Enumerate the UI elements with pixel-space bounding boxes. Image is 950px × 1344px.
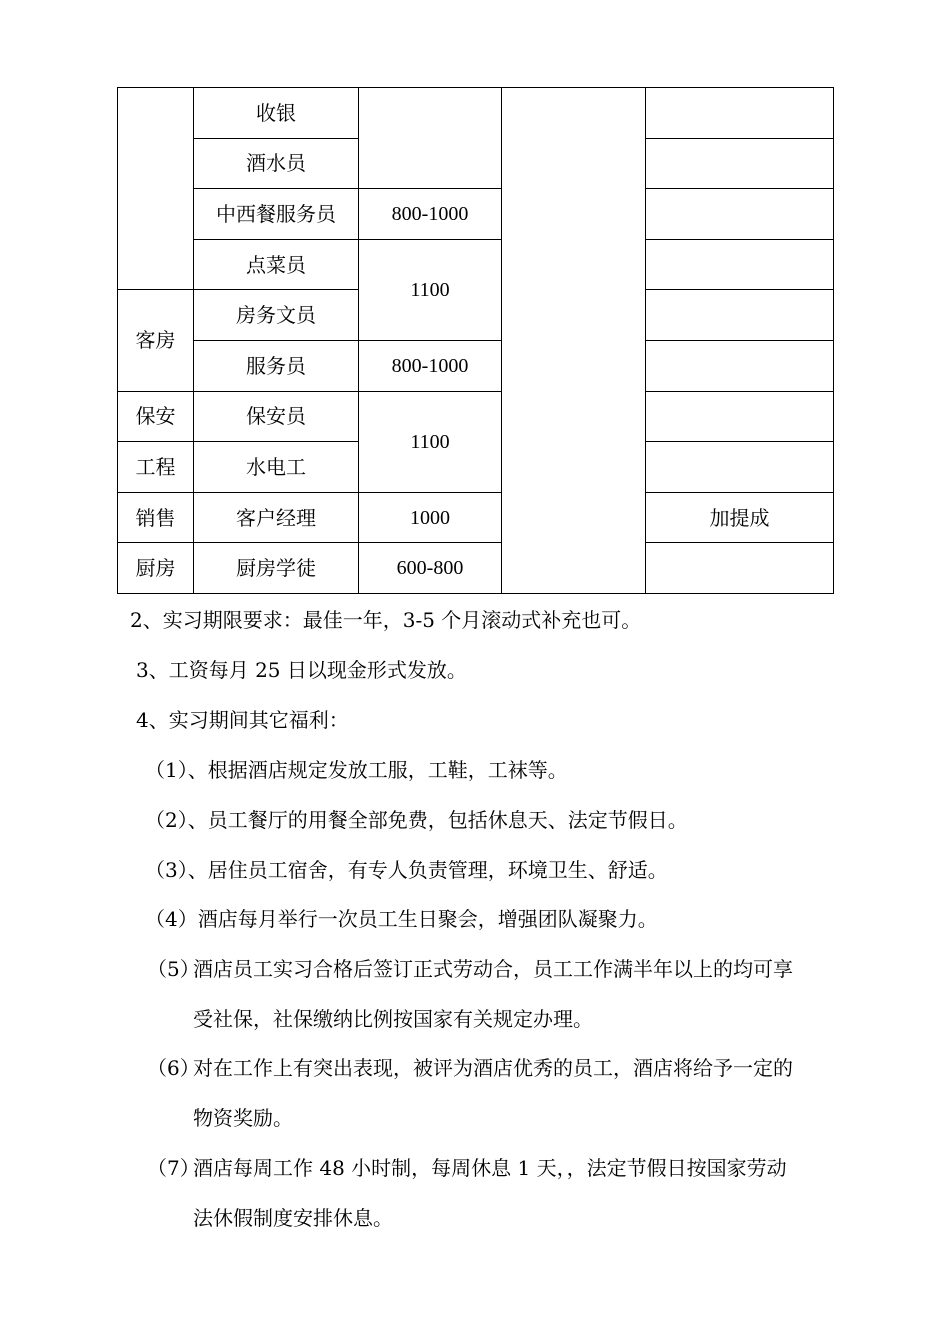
table-row bbox=[118, 239, 834, 290]
table-row bbox=[118, 340, 834, 391]
benefit-item: （2）、员工餐厅的用餐全部免费，包括休息天、法定节假日。 bbox=[145, 808, 688, 832]
benefit-text-line: 对在工作上有突出表现，被评为酒店优秀的员工，酒店将给予一定的 bbox=[193, 1056, 793, 1080]
salary-cell: 600-800 bbox=[359, 543, 502, 594]
blank-column-cell bbox=[502, 88, 646, 594]
position-cell: 服务员 bbox=[194, 340, 359, 391]
salary-cell: 1100 bbox=[359, 239, 502, 340]
benefit-number: （7） bbox=[147, 1156, 200, 1180]
position-cell: 客户经理 bbox=[194, 492, 359, 543]
salary-cell: 1100 bbox=[359, 391, 502, 492]
position-cell: 房务文员 bbox=[194, 290, 359, 341]
benefit-number: （6） bbox=[147, 1056, 200, 1080]
benefit-number: （5） bbox=[147, 957, 200, 981]
position-cell: 厨房学徒 bbox=[194, 543, 359, 594]
note-cell: 加提成 bbox=[646, 492, 834, 543]
note-cell bbox=[646, 543, 834, 594]
table-row bbox=[118, 391, 834, 442]
benefit-item bbox=[147, 1143, 863, 1243]
table-row bbox=[118, 88, 834, 139]
note-cell bbox=[646, 239, 834, 290]
note-cell bbox=[646, 442, 834, 493]
item-internship-period: 2、实习期限要求：最佳一年，3-5 个月滚动式补充也可。 bbox=[130, 608, 642, 632]
position-cell: 水电工 bbox=[194, 442, 359, 493]
item-pay-date: 3、工资每月 25 日以现金形式发放。 bbox=[136, 658, 467, 682]
dept-cell: 客房 bbox=[118, 290, 194, 391]
note-cell bbox=[646, 189, 834, 240]
benefit-text-line: 法休假制度安排休息。 bbox=[193, 1206, 393, 1230]
dept-cell-blank bbox=[118, 88, 194, 290]
note-cell bbox=[646, 138, 834, 189]
note-cell bbox=[646, 391, 834, 442]
position-cell: 保安员 bbox=[194, 391, 359, 442]
salary-cell: 1000 bbox=[359, 492, 502, 543]
benefit-item: （4）酒店每月举行一次员工生日聚会，增强团队凝聚力。 bbox=[145, 907, 658, 931]
position-cell: 中西餐服务员 bbox=[194, 189, 359, 240]
position-cell: 收银 bbox=[194, 88, 359, 139]
benefit-item: （3）、居住员工宿舍，有专人负责管理，环境卫生、舒适。 bbox=[145, 858, 668, 882]
benefit-item: （1）、根据酒店规定发放工服，工鞋，工袜等。 bbox=[145, 758, 568, 782]
salary-cell: 800-1000 bbox=[359, 340, 502, 391]
table-row bbox=[118, 189, 834, 240]
benefit-text-line: 受社保，社保缴纳比例按国家有关规定办理。 bbox=[193, 1007, 593, 1031]
benefit-item bbox=[147, 944, 863, 1044]
note-cell bbox=[646, 88, 834, 139]
position-cell: 酒水员 bbox=[194, 138, 359, 189]
benefit-item bbox=[147, 1043, 863, 1143]
note-cell bbox=[646, 340, 834, 391]
salary-table bbox=[117, 87, 834, 594]
position-cell: 点菜员 bbox=[194, 239, 359, 290]
item-benefits-heading: 4、实习期间其它福利： bbox=[136, 708, 349, 732]
dept-cell: 销售 bbox=[118, 492, 194, 543]
dept-cell: 工程 bbox=[118, 442, 194, 493]
dept-cell: 厨房 bbox=[118, 543, 194, 594]
table-row bbox=[118, 492, 834, 543]
benefit-text-line: 酒店员工实习合格后签订正式劳动合，员工工作满半年以上的均可享 bbox=[193, 957, 793, 981]
salary-cell-blank bbox=[359, 88, 502, 189]
salary-cell: 800-1000 bbox=[359, 189, 502, 240]
benefit-text-line: 酒店每周工作 48 小时制，每周休息 1 天，，法定节假日按国家劳动 bbox=[193, 1156, 787, 1180]
table-row bbox=[118, 543, 834, 594]
note-cell bbox=[646, 290, 834, 341]
dept-cell: 保安 bbox=[118, 391, 194, 442]
benefit-text-line: 物资奖励。 bbox=[193, 1106, 293, 1130]
